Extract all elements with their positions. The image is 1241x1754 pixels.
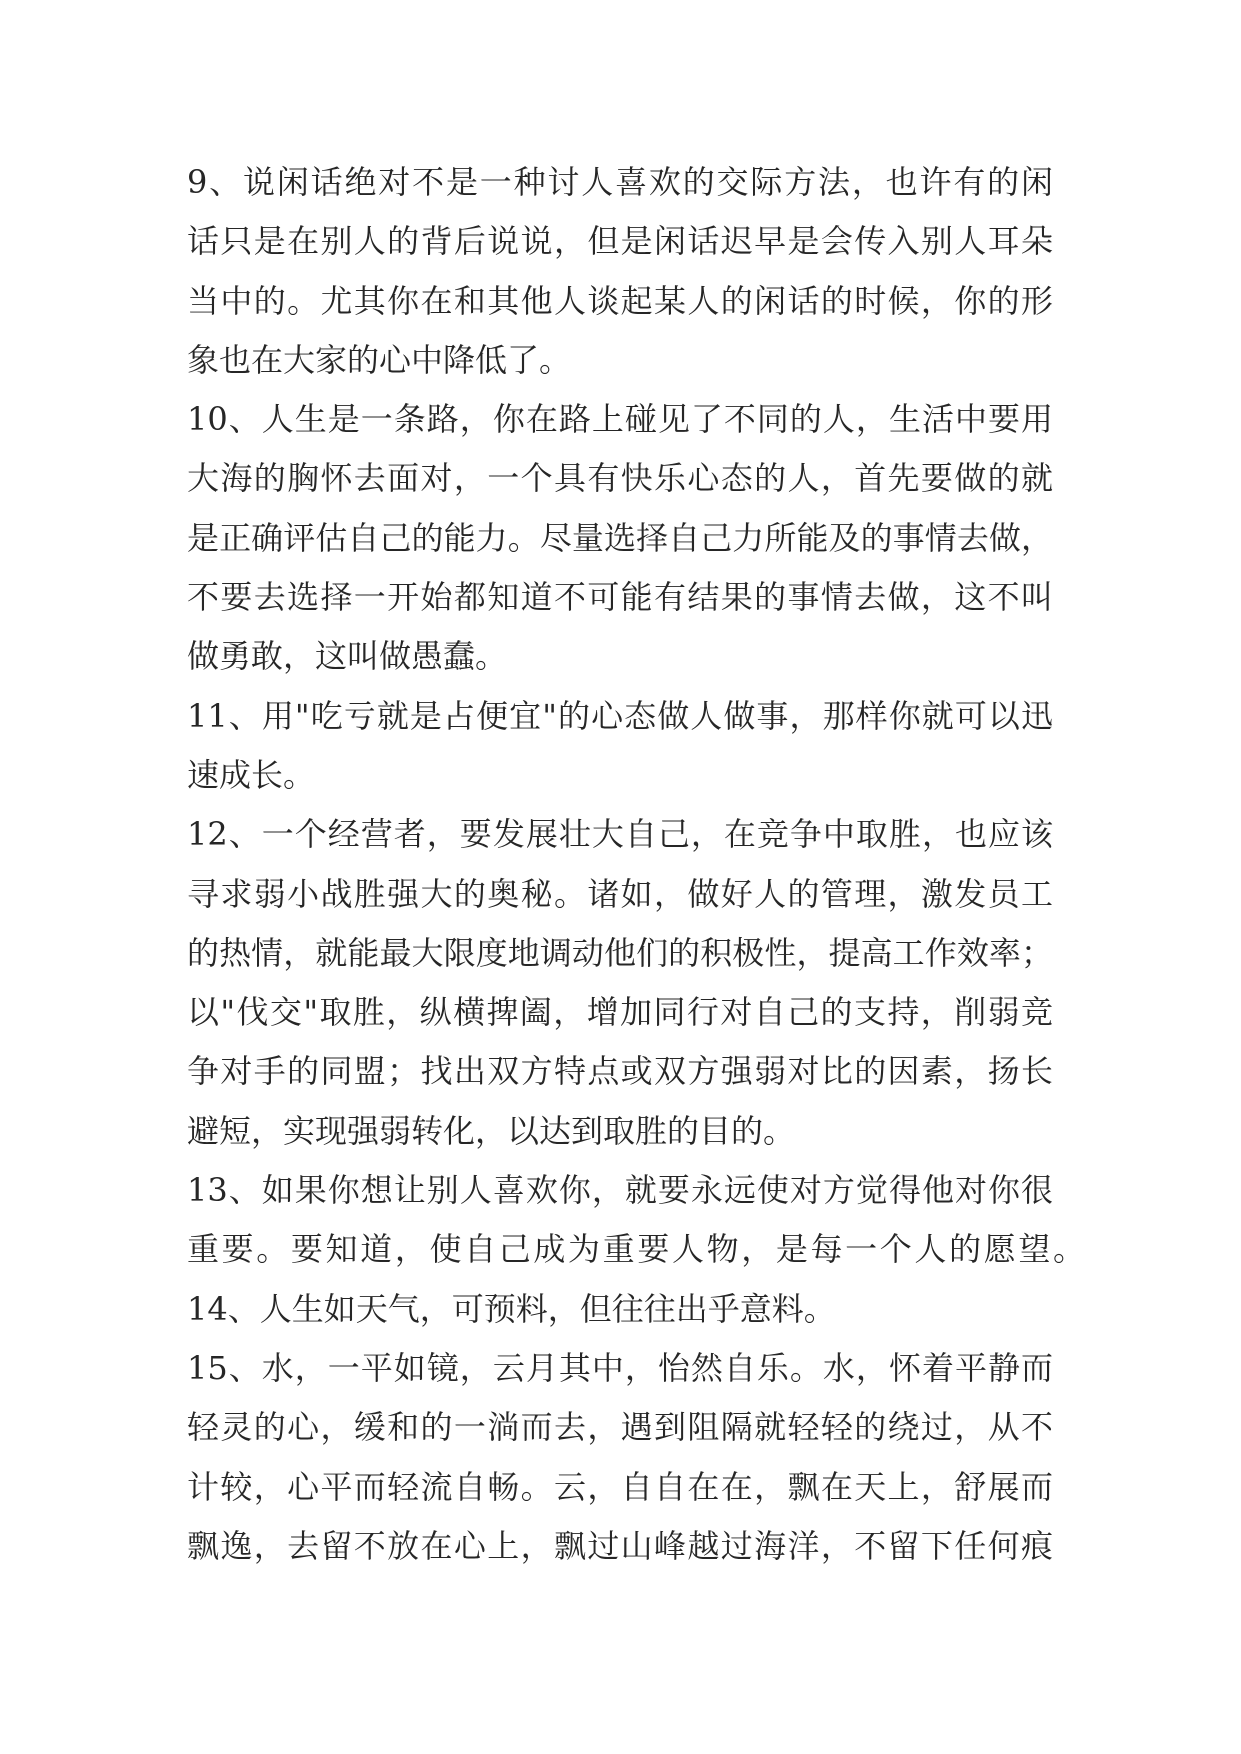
text-line: 15、水，一平如镜，云月其中，怡然自乐。水，怀着平静而 — [187, 1348, 1053, 1387]
text-line: 当中的。尤其你在和其他人谈起某人的闲话的时候，你的形 — [187, 281, 1053, 320]
text-line: 轻灵的心，缓和的一淌而去，遇到阻隔就轻轻的绕过，从不 — [187, 1408, 1053, 1447]
text-line: 象也在大家的心中降低了。 — [187, 340, 572, 379]
text-line: 10、人生是一条路，你在路上碰见了不同的人，生活中要用 — [187, 400, 1053, 439]
document-body — [187, 153, 1085, 1576]
text-line: 话只是在别人的背后说说，但是闲话迟早是会传入别人耳朵 — [187, 222, 1053, 261]
text-line: 的热情，就能最大限度地调动他们的积极性，提高工作效率； — [187, 933, 1053, 972]
text-line: 11、用"吃亏就是占便宜"的心态做人做事，那样你就可以迅 — [187, 696, 1053, 735]
text-line: 计较，心平而轻流自畅。云，自自在在，飘在天上，舒展而 — [187, 1467, 1053, 1506]
text-line: 是正确评估自己的能力。尽量选择自己力所能及的事情去做， — [187, 518, 1053, 557]
text-line: 以"伐交"取胜，纵横捭阖，增加同行对自己的支持，削弱竞 — [187, 993, 1053, 1032]
text-line: 避短，实现强弱转化，以达到取胜的目的。 — [187, 1111, 796, 1150]
text-line: 9、说闲话绝对不是一种讨人喜欢的交际方法，也许有的闲 — [187, 163, 1053, 201]
text-line: 大海的胸怀去面对，一个具有快乐心态的人，首先要做的就 — [187, 459, 1053, 498]
paragraph-item-9 — [187, 153, 1053, 390]
paragraph-item-14 — [187, 1280, 1053, 1339]
text-line: 争对手的同盟；找出双方特点或双方强弱对比的因素，扬长 — [187, 1052, 1053, 1091]
text-line: 重要。要知道，使自己成为重要人物，是每一个人的愿望。 — [187, 1230, 1085, 1269]
paragraph-item-11 — [187, 687, 1053, 806]
text-line: 13、如果你想让别人喜欢你，就要永远使对方觉得他对你很 — [187, 1171, 1053, 1210]
text-line: 不要去选择一开始都知道不可能有结果的事情去做，这不叫 — [187, 578, 1053, 617]
paragraph-item-15 — [187, 1339, 1053, 1576]
paragraph-item-10 — [187, 390, 1053, 686]
text-line: 速成长。 — [187, 755, 316, 794]
text-line: 12、一个经营者，要发展壮大自己，在竞争中取胜，也应该 — [187, 815, 1053, 854]
text-line: 做勇敢，这叫做愚蠢。 — [187, 637, 508, 676]
paragraph-item-12 — [187, 805, 1053, 1161]
text-line: 14、人生如天气，可预料，但往往出乎意料。 — [187, 1289, 836, 1328]
text-line: 寻求弱小战胜强大的奥秘。诸如，做好人的管理，激发员工 — [187, 874, 1053, 913]
text-line: 飘逸，去留不放在心上，飘过山峰越过海洋，不留下任何痕 — [187, 1526, 1053, 1565]
paragraph-item-13 — [187, 1161, 1085, 1280]
